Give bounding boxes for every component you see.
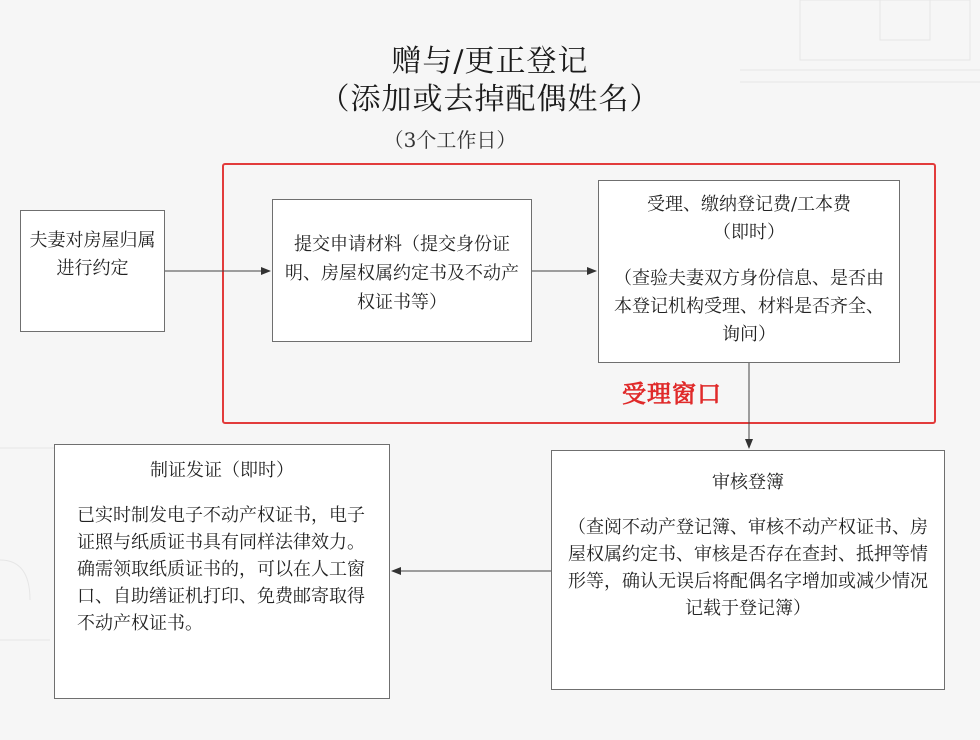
duration-label: （3个工作日）	[383, 128, 517, 152]
step-review-box	[551, 450, 945, 690]
step-accept-detail: （查验夫妻双方身份信息、是否由本登记机构受理、材料是否齐全、询问）	[614, 268, 884, 345]
step-submit-text: 提交申请材料（提交身份证明、房屋权属约定书及不动产权证书等）	[285, 234, 519, 313]
step-review-heading: 审核登簿	[712, 472, 784, 493]
step-agreement-box	[20, 210, 165, 332]
acceptance-window-label: 受理窗口	[622, 380, 722, 408]
step-accept-timing: （即时）	[713, 222, 785, 243]
step-issue-heading: 制证发证（即时）	[150, 460, 294, 481]
step-agreement-text: 夫妻对房屋归属进行约定	[29, 230, 156, 279]
step-issue-box	[54, 444, 390, 699]
step-issue-detail: 已实时制发电子不动产权证书，电子证照与纸质证书具有同样法律效力。确需领取纸质证书的，可以在人工窗口、自助缮证机打印、免费邮寄取得不动产权证书。	[77, 505, 365, 634]
step-submit-box	[272, 199, 532, 342]
page-subtitle: （添加或去掉配偶姓名）	[319, 82, 661, 117]
step-review-detail: （查阅不动产登记簿、审核不动产权证书、房屋权属约定书、审核是否存在查封、抵押等情形等，确认无误后将配偶名字增加或减少情况记载于登记簿）	[568, 517, 928, 619]
page-title: 赠与/更正登记	[391, 44, 589, 79]
step-accept-heading: 受理、缴纳登记费/工本费	[646, 194, 852, 215]
step-accept-box	[598, 180, 900, 363]
